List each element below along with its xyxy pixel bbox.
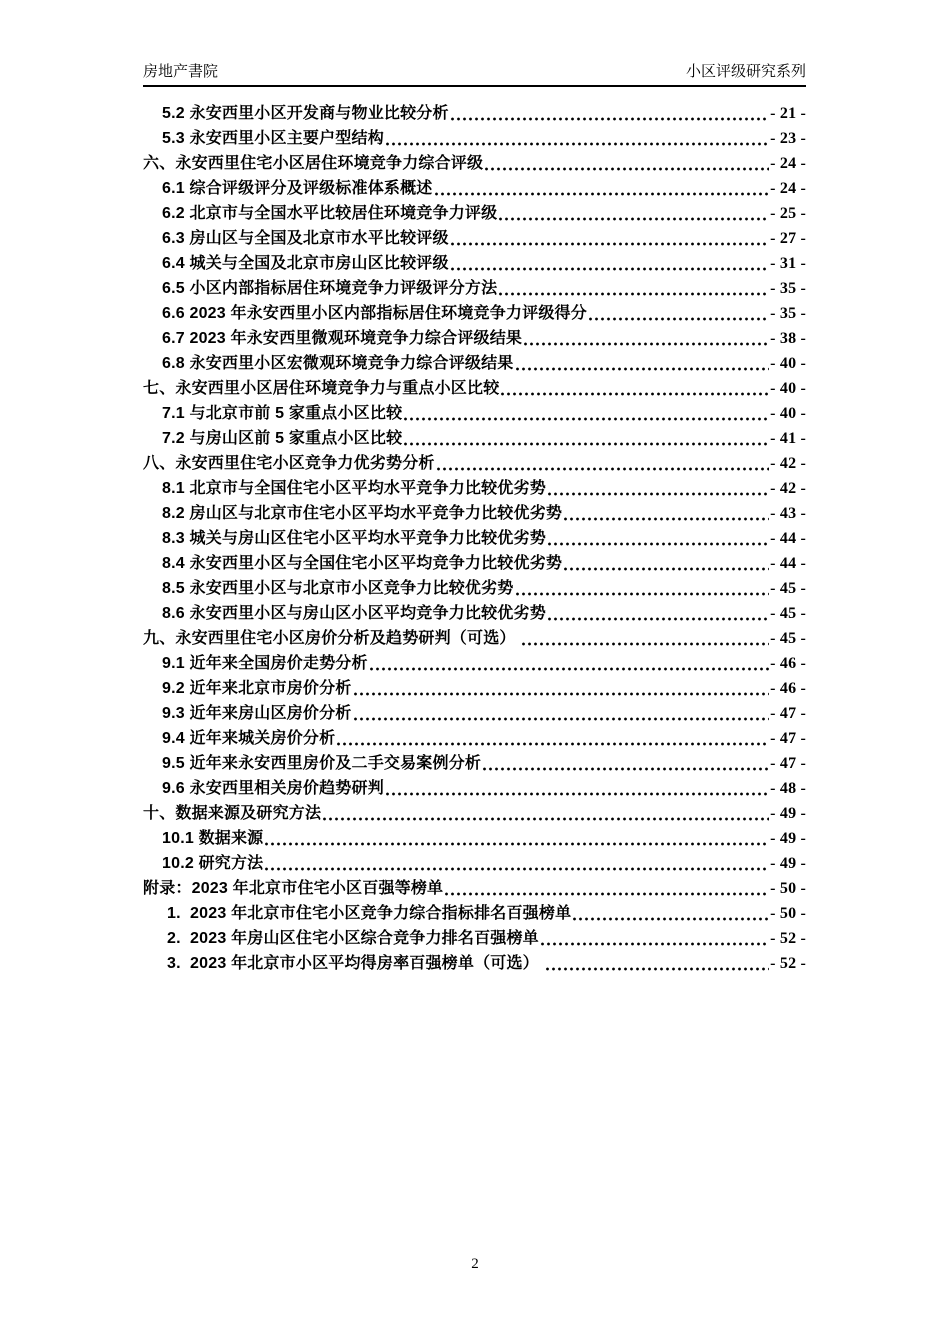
toc-entry-label: 6.1 综合评级评分及评级标准体系概述 [162,180,433,197]
toc-entry[interactable] [143,651,806,676]
dot-leader [451,117,769,121]
toc-entry-page: - 35 - [770,280,806,297]
toc-entry-label: 5.2 永安西里小区开发商与物业比较分析 [162,105,449,122]
toc-list [143,101,806,976]
toc-entry-page: - 42 - [770,480,806,497]
toc-entry-page: - 45 - [770,630,806,647]
toc-entry[interactable] [143,901,806,926]
toc-entry-page: - 40 - [770,380,806,397]
dot-leader [451,242,769,246]
toc-entry-page: - 24 - [770,180,806,197]
toc-entry-label: 7.1 与北京市前 5 家重点小区比较 [162,405,403,422]
toc-entry[interactable] [143,151,806,176]
toc-entry[interactable] [143,826,806,851]
dot-leader [516,367,770,371]
toc-entry[interactable] [143,251,806,276]
toc-entry[interactable] [143,201,806,226]
dot-leader [445,892,769,896]
toc-entry-label: 八、永安西里住宅小区竞争力优劣势分析 [143,455,435,472]
dot-leader [323,817,769,821]
toc-entry-page: - 40 - [770,405,806,422]
toc-entry-page: - 52 - [770,930,806,947]
toc-entry-label: 3. 2023 年北京市小区平均得房率百强榜单（可选） [167,955,544,972]
toc-entry-page: - 42 - [770,455,806,472]
dot-leader [548,542,769,546]
toc-entry[interactable] [143,226,806,251]
toc-entry-label: 9.5 近年来永安西里房价及二手交易案例分析 [162,755,482,772]
header-left-text: 房地产書院 [143,63,219,80]
toc-entry-page: - 47 - [770,705,806,722]
toc-entry-page: - 44 - [770,530,806,547]
dot-leader [370,667,769,671]
toc-entry-label: 10.1 数据来源 [162,830,264,847]
toc-entry-label: 6.3 房山区与全国及北京市水平比较评级 [162,230,449,247]
toc-entry-page: - 47 - [770,755,806,772]
toc-entry[interactable] [143,626,806,651]
page-header [143,58,806,87]
dot-leader [354,717,770,721]
toc-entry[interactable] [143,526,806,551]
toc-entry-page: - 43 - [770,505,806,522]
toc-entry-label: 8.3 城关与房山区住宅小区平均水平竞争力比较优劣势 [162,530,546,547]
dot-leader [499,217,769,221]
dot-leader [564,517,769,521]
toc-entry-label: 9.4 近年来城关房价分析 [162,730,336,747]
dot-leader [485,167,769,171]
dot-leader [437,467,770,471]
toc-entry-label: 8.5 永安西里小区与北京市小区竞争力比较优劣势 [162,580,514,597]
toc-entry-label: 十、数据来源及研究方法 [143,805,322,822]
toc-entry-label: 5.3 永安西里小区主要户型结构 [162,130,384,147]
toc-entry-label: 9.1 近年来全国房价走势分析 [162,655,368,672]
dot-leader [548,617,769,621]
toc-entry[interactable] [143,951,806,976]
toc-entry-label: 10.2 研究方法 [162,855,264,872]
toc-entry[interactable] [143,726,806,751]
toc-entry[interactable] [143,851,806,876]
toc-entry[interactable] [143,551,806,576]
toc-entry-page: - 21 - [770,105,806,122]
toc-entry-label: 九、永安西里住宅小区房价分析及趋势研判（可选） [143,630,521,647]
toc-entry-page: - 45 - [770,605,806,622]
dot-leader [265,842,769,846]
dot-leader [354,692,770,696]
dot-leader [386,792,769,796]
toc-entry[interactable] [143,576,806,601]
toc-entry-page: - 46 - [770,655,806,672]
toc-entry-label: 6.2 北京市与全国水平比较居住环境竞争力评级 [162,205,498,222]
dot-leader [573,917,769,921]
toc-entry-label: 8.6 永安西里小区与房山区小区平均竞争力比较优劣势 [162,605,546,622]
toc-entry-page: - 23 - [770,130,806,147]
toc-entry-label: 6.4 城关与全国及北京市房山区比较评级 [162,255,449,272]
toc-entry-label: 七、永安西里小区居住环境竞争力与重点小区比较 [143,380,500,397]
toc-entry-label: 9.3 近年来房山区房价分析 [162,705,352,722]
toc-entry[interactable] [143,501,806,526]
toc-entry-page: - 46 - [770,680,806,697]
toc-entry-label: 2. 2023 年房山区住宅小区综合竞争力排名百强榜单 [167,930,539,947]
dot-leader [516,592,770,596]
toc-entry[interactable] [143,476,806,501]
footer-page-number: 2 [471,1256,479,1272]
header-right-text: 小区评级研究系列 [685,63,806,80]
toc-entry-page: - 25 - [770,205,806,222]
toc-entry-page: - 24 - [770,155,806,172]
toc-entry-page: - 50 - [770,880,806,897]
toc-entry[interactable] [143,776,806,801]
toc-entry[interactable] [143,426,806,451]
toc-entry-label: 9.6 永安西里相关房价趋势研判 [162,780,384,797]
toc-entry-page: - 50 - [770,905,806,922]
dot-leader [522,642,769,646]
toc-entry[interactable] [143,176,806,201]
dot-leader [451,267,769,271]
dot-leader [548,492,769,496]
dot-leader [499,292,769,296]
dot-leader [546,967,770,971]
toc-entry-label: 6.5 小区内部指标居住环境竞争力评级评分方法 [162,280,498,297]
toc-entry[interactable] [143,326,806,351]
dot-leader [483,767,769,771]
toc-entry[interactable] [143,376,806,401]
toc-entry-page: - 35 - [770,305,806,322]
page-footer [0,1256,950,1273]
toc-entry-page: - 31 - [770,255,806,272]
toc-entry-page: - 49 - [770,855,806,872]
toc-entry-label: 附录：2023 年北京市住宅小区百强等榜单 [143,880,444,897]
toc-entry[interactable] [143,601,806,626]
toc-entry-label: 1. 2023 年北京市住宅小区竞争力综合指标排名百强榜单 [167,905,572,922]
toc-entry-page: - 41 - [770,430,806,447]
dot-leader [404,417,769,421]
toc-entry-label: 6.8 永安西里小区宏微观环境竞争力综合评级结果 [162,355,514,372]
toc-entry-page: - 49 - [770,830,806,847]
toc-entry[interactable] [143,876,806,901]
toc-entry-page: - 47 - [770,730,806,747]
toc-entry[interactable] [143,751,806,776]
toc-entry[interactable] [143,801,806,826]
toc-entry-page: - 44 - [770,555,806,572]
toc-entry[interactable] [143,676,806,701]
dot-leader [337,742,769,746]
toc-entry-page: - 49 - [770,805,806,822]
toc-entry[interactable] [143,451,806,476]
dot-leader [524,342,769,346]
toc-entry-label: 六、永安西里住宅小区居住环境竞争力综合评级 [143,155,484,172]
dot-leader [541,942,769,946]
toc-entry[interactable] [143,401,806,426]
toc-entry[interactable] [143,351,806,376]
toc-entry[interactable] [143,126,806,151]
toc-entry-page: - 52 - [770,955,806,972]
dot-leader [435,192,770,196]
toc-entry-page: - 27 - [770,230,806,247]
dot-leader [564,567,769,571]
toc-entry-page: - 48 - [770,780,806,797]
dot-leader [501,392,769,396]
toc-entry[interactable] [143,701,806,726]
toc-entry-label: 7.2 与房山区前 5 家重点小区比较 [162,430,403,447]
toc-entry-label: 8.4 永安西里小区与全国住宅小区平均竞争力比较优劣势 [162,555,563,572]
toc-entry-label: 9.2 近年来北京市房价分析 [162,680,352,697]
toc-entry-page: - 40 - [770,355,806,372]
toc-entry[interactable] [143,301,806,326]
toc-entry-label: 6.7 2023 年永安西里微观环境竞争力综合评级结果 [162,330,523,347]
dot-leader [265,867,769,871]
toc-entry[interactable] [143,276,806,301]
dot-leader [386,142,769,146]
dot-leader [589,317,769,321]
toc-entry[interactable] [143,926,806,951]
toc-entry-label: 8.2 房山区与北京市住宅小区平均水平竞争力比较优劣势 [162,505,563,522]
toc-entry[interactable] [143,101,806,126]
dot-leader [404,442,769,446]
toc-entry-page: - 38 - [770,330,806,347]
toc-entry-label: 8.1 北京市与全国住宅小区平均水平竞争力比较优劣势 [162,480,546,497]
toc-entry-page: - 45 - [770,580,806,597]
toc-entry-label: 6.6 2023 年永安西里小区内部指标居住环境竞争力评级得分 [162,305,587,322]
